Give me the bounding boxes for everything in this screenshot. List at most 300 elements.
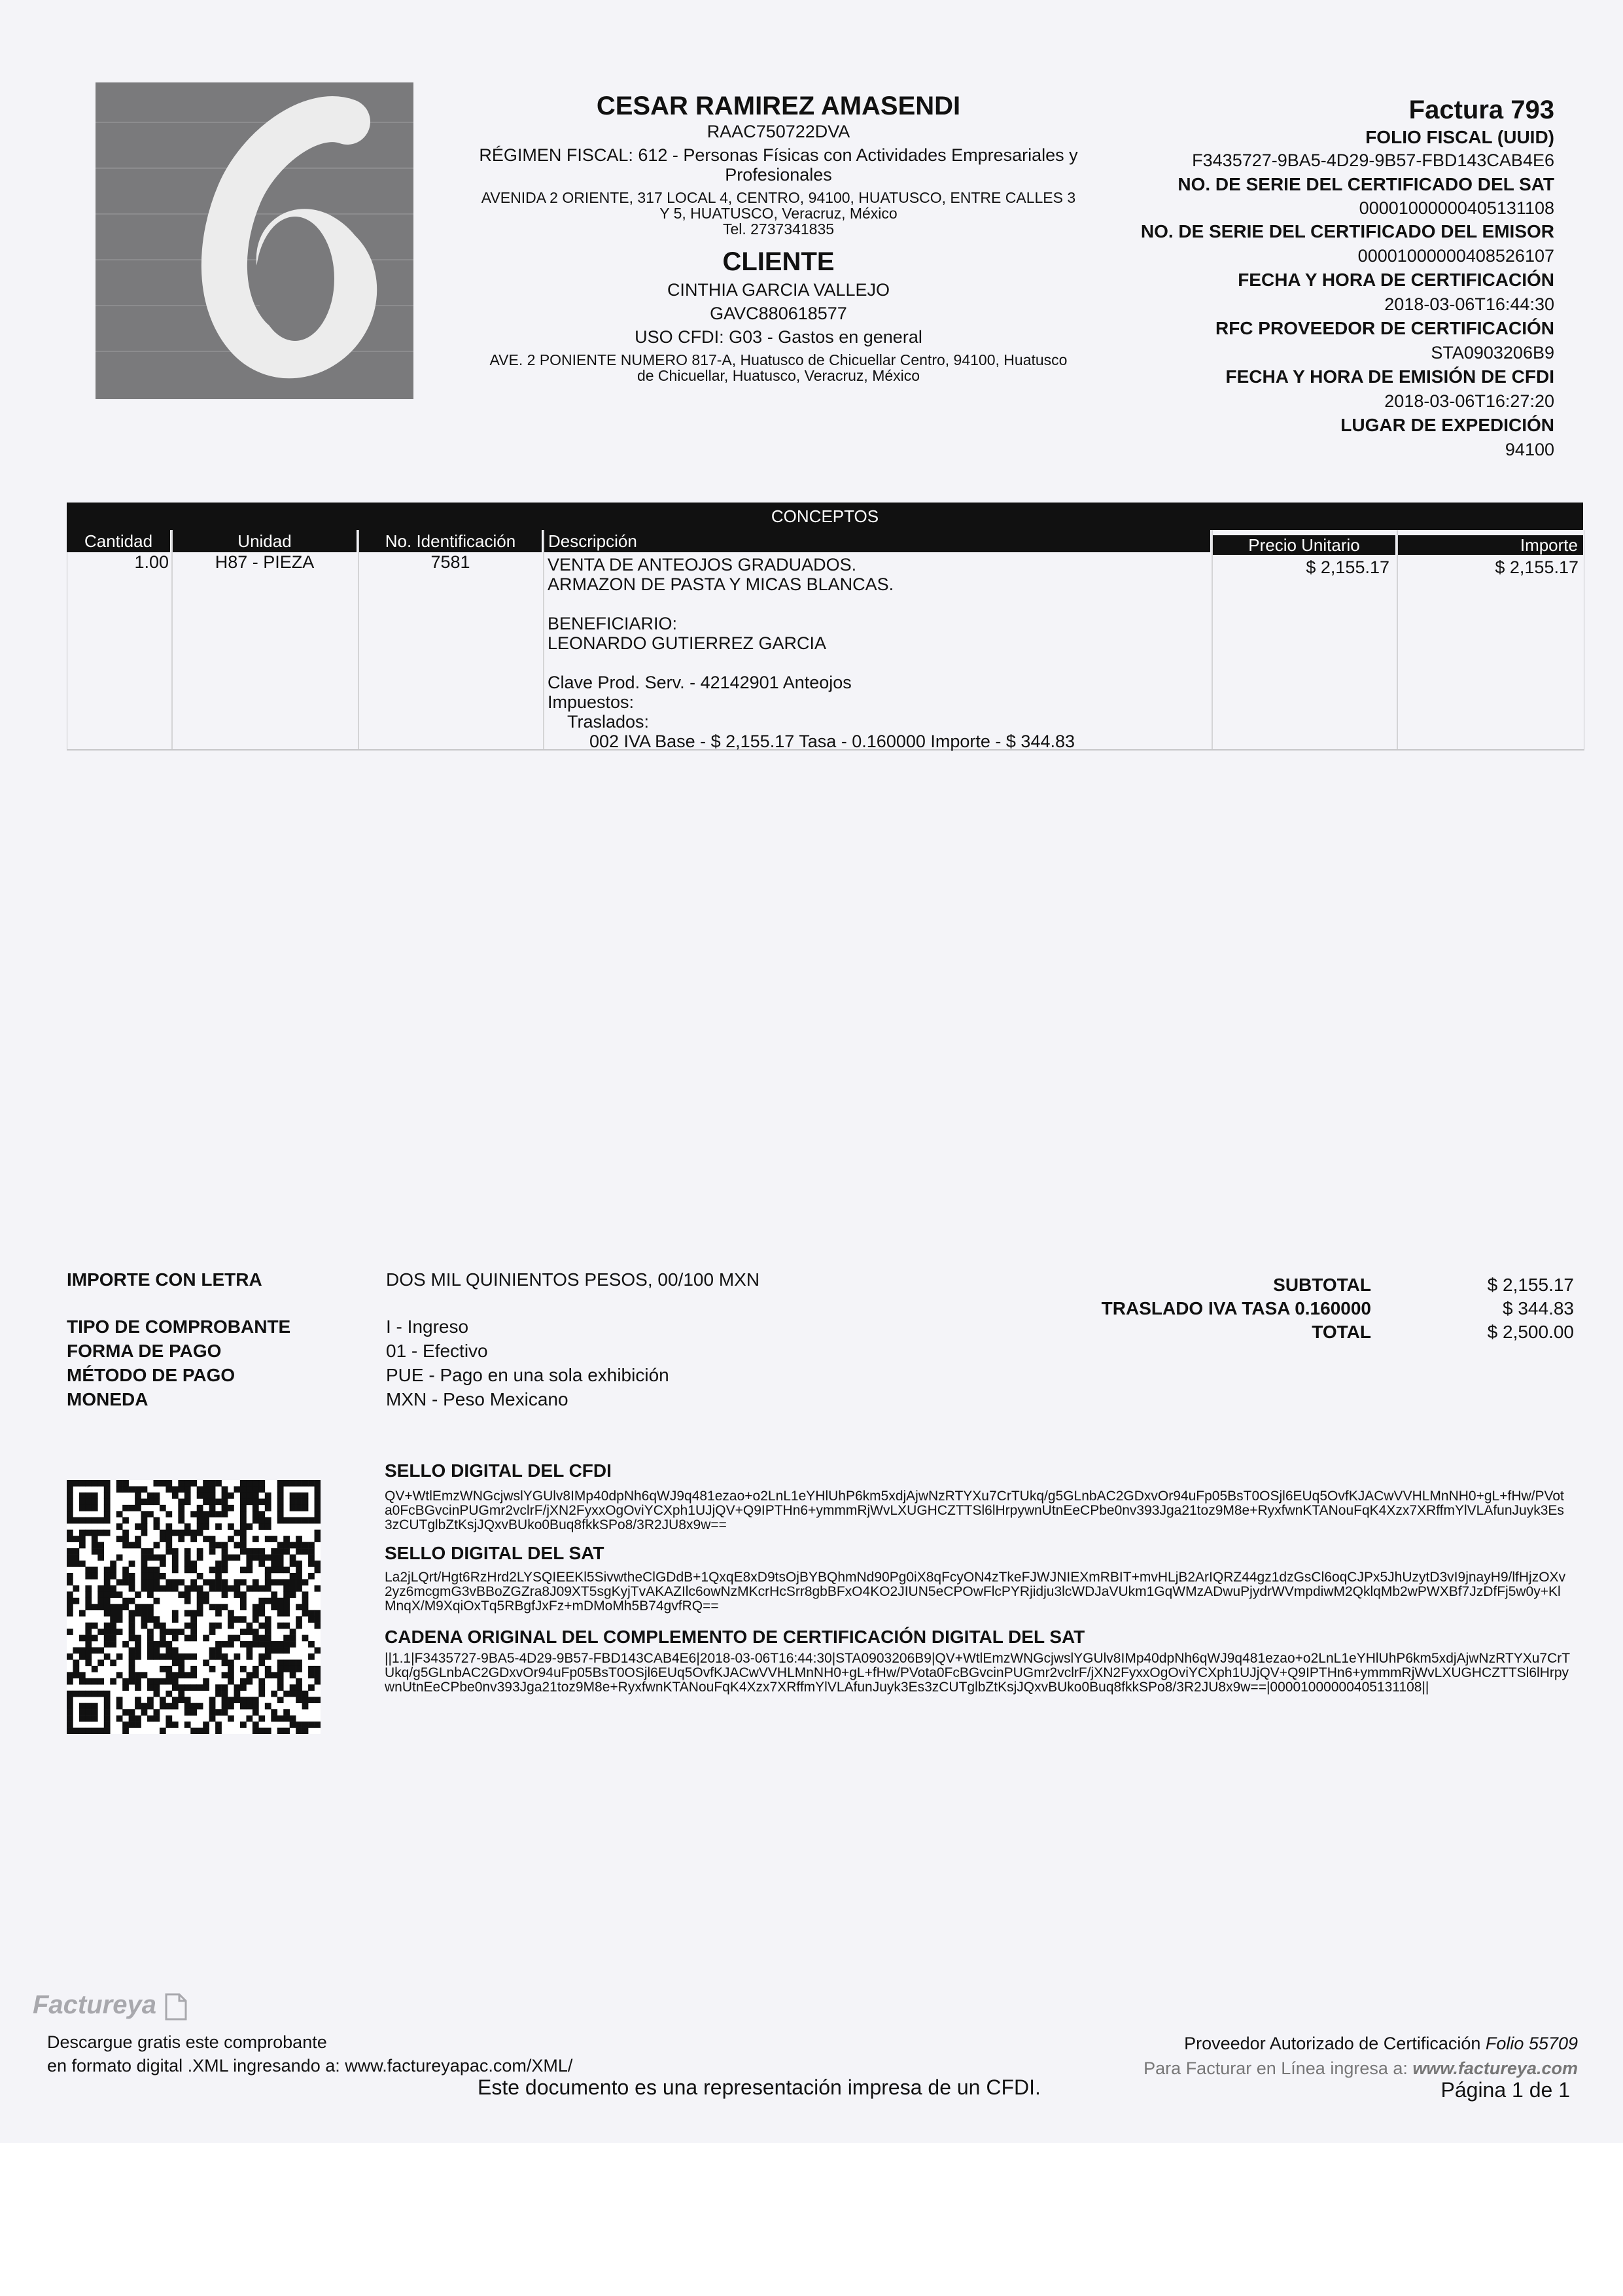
qr-module [203,1511,209,1517]
uuid-label: FOLIO FISCAL (UUID) [1365,127,1554,147]
qr-module [222,1659,228,1666]
qr-module [203,1480,209,1487]
qr-module [240,1548,247,1555]
qr-module [73,1666,79,1672]
qr-module [104,1691,111,1697]
qr-module [302,1579,309,1585]
qr-module [240,1616,247,1623]
qr-module [190,1666,197,1672]
qr-module [110,1566,116,1573]
qr-module [215,1722,222,1728]
qr-module [85,1691,92,1697]
qr-module [290,1691,296,1697]
qr-module [166,1648,172,1654]
qr-module [283,1691,290,1697]
qr-module [166,1653,172,1660]
qr-module [197,1591,203,1598]
header-id: No. Identificación [359,530,542,552]
qr-module [160,1703,166,1710]
qr-module [97,1591,104,1598]
qr-module [160,1536,166,1542]
qr-module [141,1579,148,1585]
qr-module [129,1653,135,1660]
qr-module [122,1566,129,1573]
transfers-label: Traslados: [567,712,650,732]
qr-module [215,1709,222,1716]
qr-module [302,1610,309,1617]
qr-module [190,1585,197,1592]
qr-module [67,1517,73,1524]
emission-label: FECHA Y HORA DE EMISIÓN DE CFDI [1225,366,1554,387]
amount-words-label: IMPORTE CON LETRA [67,1269,262,1290]
qr-module [258,1498,265,1505]
qr-module [104,1505,111,1511]
chain-label: CADENA ORIGINAL DEL COMPLEMENTO DE CERTIFICACIÓN DIGITAL DEL SAT [385,1627,1085,1647]
qr-module [315,1648,321,1654]
iva-label: TRASLADO IVA TASA 0.160000 [1101,1298,1371,1318]
qr-module [147,1555,154,1561]
qr-module [197,1492,203,1499]
qr-module [166,1480,172,1487]
qr-module [222,1548,228,1555]
qr-module [315,1697,321,1703]
qr-module [246,1653,253,1660]
cert-date-value: 2018-03-06T16:44:30 [1384,294,1554,314]
qr-module [172,1703,179,1710]
qr-module [104,1697,111,1703]
qr-module [283,1728,290,1734]
qr-module [197,1486,203,1492]
qr-module [258,1486,265,1492]
qr-module [271,1604,277,1610]
qr-module [296,1579,302,1585]
iva-value: $ 344.83 [1503,1298,1574,1318]
qr-module [228,1610,234,1617]
qr-module [258,1641,265,1648]
qr-module [228,1703,234,1710]
qr-module [234,1555,241,1561]
qr-module [197,1573,203,1580]
qr-module [104,1511,111,1517]
qr-module [85,1573,92,1580]
qr-module [153,1616,160,1623]
qr-module [190,1709,197,1716]
qr-module [153,1579,160,1585]
qr-module [271,1566,277,1573]
qr-module [253,1722,259,1728]
qr-module [277,1623,284,1629]
sat-seal-label: SELLO DIGITAL DEL SAT [385,1543,604,1563]
qr-module [92,1573,98,1580]
qr-module [209,1548,216,1555]
qr-module [97,1691,104,1697]
qr-module [92,1703,98,1710]
qr-module [290,1585,296,1592]
qr-module [296,1566,302,1573]
qr-module [190,1672,197,1678]
client-heading: CLIENTE [722,247,835,276]
qr-module [240,1591,247,1598]
qr-module [258,1635,265,1642]
qr-module [147,1585,154,1592]
qr-module [283,1591,290,1598]
factureya-logo [33,1990,190,2022]
qr-module [228,1697,234,1703]
qr-module [79,1691,86,1697]
qr-module [277,1604,284,1610]
qr-module [283,1610,290,1617]
qr-module [283,1585,290,1592]
qr-module [228,1536,234,1542]
qr-module [135,1610,141,1617]
qr-module [234,1579,241,1585]
qr-module [160,1623,166,1629]
qr-module [197,1703,203,1710]
qr-module [166,1672,172,1678]
qr-module [97,1598,104,1604]
qr-module [308,1666,315,1672]
qr-module [178,1536,184,1542]
issuer-address-line1: AVENIDA 2 ORIENTE, 317 LOCAL 4, CENTRO, 94100, HUATUSCO, ENTRE CALLES 3 [481,189,1076,206]
qr-module [135,1604,141,1610]
qr-module [147,1511,154,1517]
qr-module [302,1722,309,1728]
qr-module [184,1598,191,1604]
qr-module [79,1480,86,1487]
qr-module [184,1480,191,1487]
qr-module [85,1648,92,1654]
type-label: TIPO DE COMPROBANTE [67,1316,291,1337]
qr-module [228,1505,234,1511]
qr-module [308,1653,315,1660]
qr-module [308,1548,315,1555]
qr-module [129,1573,135,1580]
qr-module [172,1635,179,1642]
qr-module [265,1666,271,1672]
qr-module [234,1697,241,1703]
qr-module [178,1672,184,1678]
qr-module [166,1716,172,1722]
qr-module [141,1703,148,1710]
qr-module [67,1728,73,1734]
row-qty: 1.00 [134,552,169,572]
qr-module [283,1542,290,1549]
qr-module [153,1691,160,1697]
qr-module [129,1672,135,1678]
qr-module [302,1604,309,1610]
qr-module [240,1542,247,1549]
qr-module [67,1561,73,1567]
qr-module [160,1555,166,1561]
qr-module [122,1505,129,1511]
qr-module [271,1672,277,1678]
qr-module [258,1623,265,1629]
qr-module [190,1653,197,1660]
qr-module [153,1566,160,1573]
qr-module [209,1697,216,1703]
qr-module [197,1523,203,1530]
qr-module [290,1542,296,1549]
qr-module [234,1530,241,1536]
qr-module [253,1505,259,1511]
qr-module [296,1604,302,1610]
desc-line1: VENTA DE ANTEOJOS GRADUADOS. [548,555,857,574]
qr-module [92,1542,98,1549]
download-line2: en formato digital .XML ingresando a: www.factureyapac.com/XML/ [47,2056,573,2075]
qr-module [240,1666,247,1672]
qr-module [172,1610,179,1617]
qr-module [178,1505,184,1511]
qr-module [315,1678,321,1685]
qr-module [258,1598,265,1604]
qr-module [277,1505,284,1511]
qr-module [265,1585,271,1592]
qr-module [265,1703,271,1710]
qr-module [141,1517,148,1524]
qr-module [85,1566,92,1573]
qr-module [296,1505,302,1511]
qr-module [104,1635,111,1642]
qr-module [85,1604,92,1610]
qr-module [258,1691,265,1697]
payment-method-label: MÉTODO DE PAGO [67,1365,236,1385]
qr-module [258,1517,265,1524]
qr-module [104,1722,111,1728]
qr-module [258,1555,265,1561]
qr-module [92,1728,98,1734]
qr-module [277,1728,284,1734]
qr-module [104,1709,111,1716]
qr-module [283,1641,290,1648]
qr-module [271,1561,277,1567]
qr-module [178,1691,184,1697]
qr-module [290,1480,296,1487]
qr-module [315,1623,321,1629]
qr-module [296,1616,302,1623]
qr-module [277,1716,284,1722]
qr-code [67,1480,321,1734]
qr-module [228,1623,234,1629]
qr-module [271,1548,277,1555]
qr-module [153,1523,160,1530]
qr-module [240,1536,247,1542]
qr-module [67,1480,73,1487]
total-label: TOTAL [1312,1322,1371,1342]
qr-module [302,1598,309,1604]
qr-module [116,1486,123,1492]
qr-module [203,1659,209,1666]
qr-module [122,1486,129,1492]
qr-module [271,1598,277,1604]
qr-module [234,1585,241,1592]
qr-module [203,1722,209,1728]
qr-module [246,1697,253,1703]
qr-module [209,1623,216,1629]
qr-module [209,1505,216,1511]
qr-module [178,1697,184,1703]
qr-module [147,1703,154,1710]
qr-module [228,1616,234,1623]
qr-module [290,1672,296,1678]
qr-module [197,1585,203,1592]
qr-module [116,1555,123,1561]
qr-module [122,1598,129,1604]
qr-module [215,1542,222,1549]
qr-module [129,1722,135,1728]
qr-module [228,1678,234,1685]
qr-module [190,1623,197,1629]
qr-module [110,1561,116,1567]
qr-module [246,1629,253,1635]
type-value: I - Ingreso [386,1316,469,1337]
qr-module [215,1480,222,1487]
qr-module [97,1728,104,1734]
qr-module [147,1579,154,1585]
qr-module [172,1616,179,1623]
row-id: 7581 [430,552,470,572]
qr-module [296,1561,302,1567]
qr-module [315,1616,321,1623]
qr-module [203,1591,209,1598]
qr-module [172,1648,179,1654]
qr-module [141,1498,148,1505]
qr-module [240,1703,247,1710]
qr-module [135,1486,141,1492]
qr-module [178,1511,184,1517]
qr-module [265,1672,271,1678]
qr-module [92,1635,98,1642]
qr-module [85,1653,92,1660]
qr-module [209,1716,216,1722]
qr-module [258,1480,265,1487]
qr-module [240,1697,247,1703]
row-amount: $ 2,155.17 [1495,557,1579,577]
qr-module [79,1505,86,1511]
qr-module [290,1666,296,1672]
qr-module [290,1684,296,1691]
row-description [548,555,1267,751]
qr-module [184,1709,191,1716]
qr-module [253,1585,259,1592]
qr-module [271,1536,277,1542]
qr-module [110,1616,116,1623]
qr-module [122,1480,129,1487]
qr-module [92,1536,98,1542]
qr-module [265,1641,271,1648]
place-label: LUGAR DE EXPEDICIÓN [1340,415,1554,435]
qr-module [296,1659,302,1666]
qr-module [85,1659,92,1666]
qr-module [135,1703,141,1710]
qr-module [104,1610,111,1617]
qr-module [79,1648,86,1654]
payment-form-value: 01 - Efectivo [386,1341,488,1361]
sat-cert-value: 00001000000405131108 [1359,198,1554,218]
client-address-line1: AVE. 2 PONIENTE NUMERO 817-A, Huatusco de Chicuellar Centro, 94100, Huatusco [489,351,1068,368]
qr-module [215,1648,222,1654]
currency-value: MXN - Peso Mexicano [386,1389,568,1409]
qr-module [67,1536,73,1542]
qr-module [290,1579,296,1585]
qr-module [172,1653,179,1660]
payment-form-label: FORMA DE PAGO [67,1341,222,1361]
qr-module [253,1548,259,1555]
qr-module [222,1492,228,1499]
qr-module [92,1517,98,1524]
total-value: $ 2,500.00 [1487,1322,1574,1342]
qr-module [166,1548,172,1555]
qr-module [110,1635,116,1642]
qr-module [240,1486,247,1492]
qr-module [277,1486,284,1492]
qr-module [203,1684,209,1691]
taxes-label: Impuestos: [548,692,635,712]
qr-module [253,1672,259,1678]
qr-module [228,1555,234,1561]
qr-module [209,1498,216,1505]
qr-module [116,1604,123,1610]
qr-module [135,1684,141,1691]
qr-module [184,1561,191,1567]
qr-module [228,1641,234,1648]
qr-module [122,1722,129,1728]
qr-module [166,1523,172,1530]
qr-module [147,1573,154,1580]
concepts-title: CONCEPTOS [67,503,1583,530]
qr-module [110,1585,116,1592]
qr-module [129,1623,135,1629]
qr-module [141,1561,148,1567]
sat-cert-label: NO. DE SERIE DEL CERTIFICADO DEL SAT [1178,174,1554,194]
qr-module [283,1598,290,1604]
qr-module [253,1728,259,1734]
cfdi-seal-label: SELLO DIGITAL DEL CFDI [385,1460,612,1481]
qr-module [85,1728,92,1734]
qr-module [271,1579,277,1585]
qr-module [253,1555,259,1561]
qr-module [79,1716,86,1722]
qr-module [203,1579,209,1585]
qr-module [160,1505,166,1511]
qr-module [296,1728,302,1734]
beneficiary-label: BENEFICIARIO: [548,614,678,633]
header-amount: Importe [1398,535,1583,555]
qr-module [222,1555,228,1561]
qr-module [290,1641,296,1648]
qr-module [222,1498,228,1505]
qr-module [253,1629,259,1635]
qr-module [67,1629,73,1635]
qr-module [172,1579,179,1585]
qr-module [129,1709,135,1716]
qr-module [79,1728,86,1734]
online-url[interactable]: www.factureya.com [1412,2058,1578,2078]
qr-module [184,1653,191,1660]
qr-module [122,1573,129,1580]
client-rfc: GAVC880618577 [710,304,847,323]
qr-module [147,1641,154,1648]
qr-module [315,1585,321,1592]
qr-module [209,1486,216,1492]
qr-module [277,1666,284,1672]
scan-margin [0,2143,1623,2296]
qr-module [97,1555,104,1561]
qr-module [258,1604,265,1610]
qr-module [190,1629,197,1635]
provider-label: RFC PROVEEDOR DE CERTIFICACIÓN [1215,318,1554,338]
qr-module [197,1610,203,1617]
qr-module [258,1585,265,1592]
